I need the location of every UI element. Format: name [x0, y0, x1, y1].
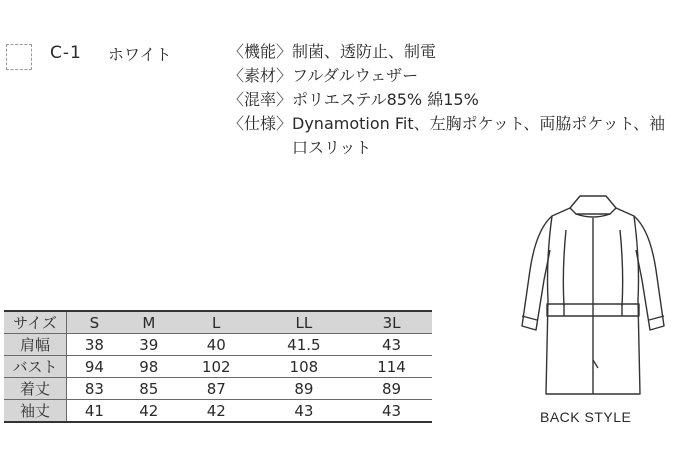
color-name: ホワイト: [108, 45, 172, 64]
table-row: [4, 334, 432, 356]
table-cell: 38: [67, 334, 122, 356]
size-ll: LL: [257, 311, 351, 334]
spec-row-function: [228, 40, 668, 64]
table-cell: 41: [67, 400, 122, 423]
table-cell: 108: [257, 356, 351, 378]
table-cell: 40: [176, 334, 257, 356]
table-row: [4, 356, 432, 378]
spec-value: 制菌、透防止、制電: [292, 42, 437, 61]
spec-value: ポリエステル85% 綿15%: [292, 90, 479, 109]
table-cell: 94: [67, 356, 122, 378]
table-cell: 98: [122, 356, 176, 378]
spec-label: 〈機能〉: [228, 42, 293, 61]
table-cell: 87: [176, 378, 257, 400]
table-cell: 42: [176, 400, 257, 423]
size-l: L: [176, 311, 257, 334]
size-header-label: サイズ: [4, 311, 67, 334]
size-table: [4, 310, 432, 423]
product-code: C-1: [50, 43, 82, 63]
spec-row-material: [228, 64, 668, 88]
table-row: [4, 378, 432, 400]
spec-label: 〈仕様〉: [228, 114, 293, 133]
table-cell: 43: [351, 334, 432, 356]
table-cell: 89: [351, 378, 432, 400]
table-cell: 43: [351, 400, 432, 423]
size-3l: 3L: [351, 311, 432, 334]
spec-row-detail: [228, 112, 668, 160]
table-cell: 42: [122, 400, 176, 423]
table-row: [4, 400, 432, 423]
coat-back-illustration: [518, 190, 668, 402]
spec-label: 〈素材〉: [228, 66, 293, 85]
table-cell: 39: [122, 334, 176, 356]
size-m: M: [122, 311, 176, 334]
table-cell: 43: [257, 400, 351, 423]
size-s: S: [67, 311, 122, 334]
color-swatch: [6, 44, 32, 70]
table-cell: 85: [122, 378, 176, 400]
spec-label: 〈混率〉: [228, 90, 293, 109]
table-cell: 83: [67, 378, 122, 400]
table-cell: 102: [176, 356, 257, 378]
spec-value: フルダルウェザー: [292, 66, 419, 85]
table-cell: 89: [257, 378, 351, 400]
row-label: 着丈: [4, 378, 67, 400]
table-cell: 41.5: [257, 334, 351, 356]
size-table-header-row: [4, 311, 432, 334]
row-label: バスト: [4, 356, 67, 378]
spec-list: [228, 40, 668, 160]
row-label: 肩幅: [4, 334, 67, 356]
back-style-caption: BACK STYLE: [540, 409, 632, 425]
row-label: 袖丈: [4, 400, 67, 423]
spec-row-blend: [228, 88, 668, 112]
spec-value: Dynamotion Fit、左胸ポケット、両脇ポケット、袖口スリット: [292, 114, 666, 157]
table-cell: 114: [351, 356, 432, 378]
